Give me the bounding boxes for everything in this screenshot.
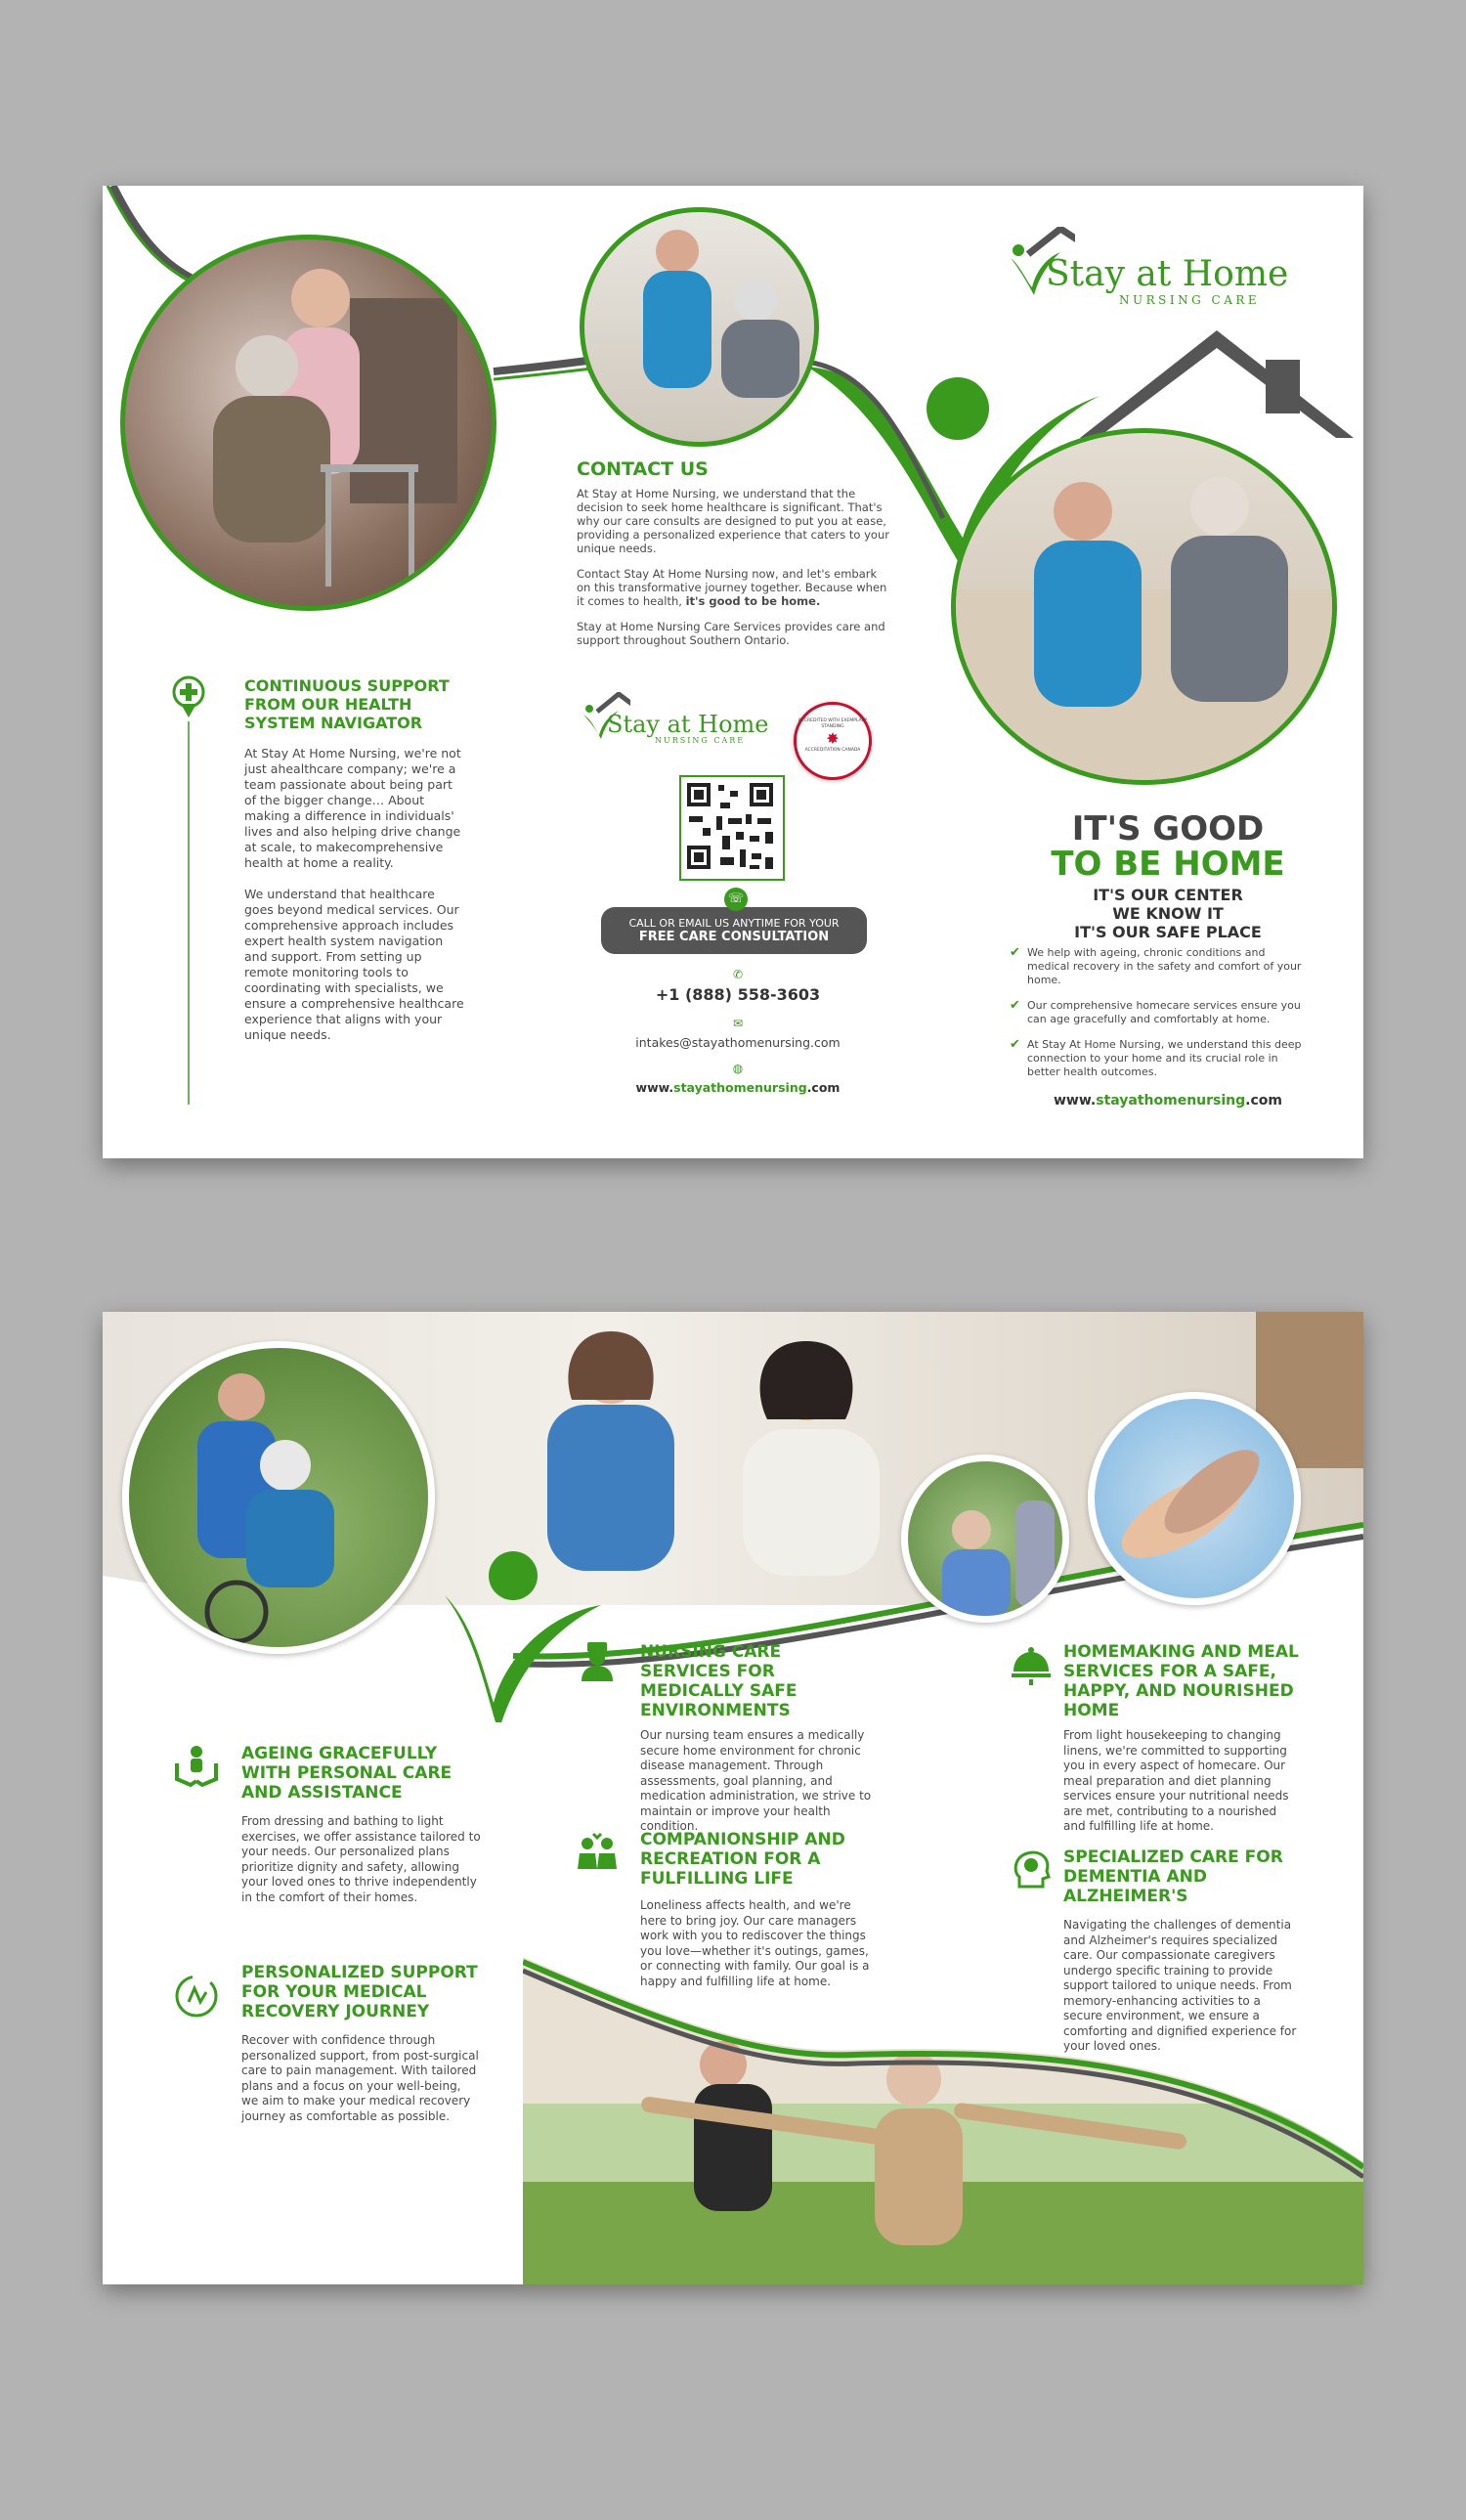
elder-smiling-photo	[901, 1455, 1069, 1623]
service-title: HOMEMAKING AND MEAL SERVICES FOR A SAFE, HAPPY, AND NOURISHED HOME	[1063, 1642, 1299, 1720]
check-icon: ✔	[1010, 1037, 1020, 1052]
check-icon: ✔	[1010, 998, 1020, 1013]
contact-paragraph-3: Stay at Home Nursing Care Services provides care and support throughout Southern Ontario.	[577, 620, 885, 647]
cover-bullet: ✔ At Stay At Home Nursing, we understand this deep connection to your home and its crucial role in better health outcomes.	[1010, 1037, 1302, 1078]
service-nursing-care	[640, 1642, 875, 1835]
accreditation-badge	[794, 702, 872, 780]
maple-leaf-icon: ✸	[826, 729, 840, 748]
nurse-icon	[576, 1640, 619, 1683]
home-care-photo	[951, 428, 1337, 785]
qr-code[interactable]	[679, 775, 785, 881]
website-suffix: .com	[806, 1080, 841, 1095]
cover-title-1: IT'S GOOD	[1071, 809, 1265, 848]
nurse-figure	[584, 212, 814, 442]
logo-tagline: NURSING CARE	[1119, 293, 1261, 307]
cover-bullet: ✔ We help with ageing, chronic conditions and medical recovery in the safety and comfort of your home.	[1010, 945, 1302, 986]
meal-cloche-icon	[1010, 1644, 1053, 1687]
cover-bullet: ✔ Our comprehensive homecare services ensure you can age gracefully and comfortably at home.	[1010, 998, 1301, 1025]
cover-section	[982, 811, 1354, 941]
wheelchair-photo	[122, 1341, 435, 1654]
caregiver-walker-photo	[120, 235, 496, 611]
home-care-figures	[956, 433, 1332, 780]
logo-small	[582, 692, 777, 751]
service-medical-recovery	[241, 1963, 481, 2124]
cover-subtitle-3: IT'S OUR SAFE PLACE	[1074, 923, 1262, 941]
phone-icon: ✆	[732, 968, 744, 981]
service-text: Loneliness affects health, and we're here to bring joy. Our care managers work with you to rediscover the things you love—whether it's outings, games, or connecting with family. Our goal is a happy and fulfilling life at home.	[640, 1898, 870, 1988]
consultation-cta[interactable]	[601, 907, 867, 954]
logo-small-tagline: NURSING CARE	[655, 736, 746, 745]
service-text: Navigating the challenges of dementia and Alzheimer's requires specialized care. Our compassionate caregivers undergo specific training to provide support tailored to unique needs. From memory-enhancing activities to a secure environment, we ensure a comforting and dignified experience for your loved ones.	[1063, 1918, 1297, 2053]
brain-head-icon	[1010, 1847, 1053, 1890]
cta-line-1: CALL OR EMAIL US ANYTIME FOR YOUR	[628, 917, 840, 930]
service-title: SPECIALIZED CARE FOR DEMENTIA AND ALZHEIMER'S	[1063, 1847, 1283, 1906]
service-title: COMPANIONSHIP AND RECREATION FOR A FULFILLING LIFE	[640, 1830, 845, 1889]
brochure-outside-sheet	[103, 186, 1363, 1158]
service-title: AGEING GRACEFULLY WITH PERSONAL CARE AND ASSISTANCE	[241, 1744, 453, 1803]
holding-hands-photo	[1088, 1392, 1301, 1605]
phone-number[interactable]: +1 (888) 558-3603	[655, 985, 821, 1004]
brochure-inside-sheet	[103, 1312, 1363, 2284]
companionship-icon	[576, 1830, 619, 1873]
service-text: Our nursing team ensures a medically secure home environment for chronic disease management. Through assessments, goal planning, and medication administration, we strive to maintain or improve your health condition.	[640, 1728, 872, 1833]
nurse-elder-photo	[580, 207, 819, 447]
contact-paragraph-1: At Stay at Home Nursing, we understand that the decision to seek home healthcare is significant. That's why our care consults are designed to put you at ease, providing a personalized experience that caters to your unique needs.	[577, 487, 889, 555]
logo-name: Stay at Home	[1046, 254, 1289, 294]
cover-subtitle-2: WE KNOW IT	[1112, 904, 1224, 923]
service-companionship	[640, 1830, 875, 1989]
navigator-paragraph-1: At Stay At Home Nursing, we're not just ahealthcare company; we're a team passionate about being part of the bigger change… About making a difference in individuals' lives and also helping drive change at scale, to makecomprehensive health at home a reality.	[244, 746, 461, 870]
service-text: Recover with confidence through personalized support, from post-surgical care to pain management. With tailored plans and a focus on your well-being, we aim to make your medical recovery journey as comfortable as possible.	[241, 2033, 479, 2123]
website-link-cover[interactable]: www.stayathomenursing.com	[1054, 1093, 1282, 1108]
service-dementia	[1063, 1847, 1327, 2055]
navigator-section	[244, 676, 464, 1043]
map-pin-plus-icon	[171, 674, 206, 1105]
contact-paragraph-2	[577, 567, 889, 608]
website-domain: stayathomenursing	[673, 1080, 807, 1095]
logo	[1007, 227, 1290, 315]
cover-title-2: TO BE HOME	[1051, 845, 1285, 884]
service-text: From dressing and bathing to light exercises, we offer assistance tailored to your needs. Our personalized plans prioritize dignity and safety, allowing your loved ones to thrive independently in the comfort of their homes.	[241, 1814, 481, 1904]
service-homemaking	[1063, 1642, 1327, 1835]
contact-section	[577, 459, 889, 647]
contact-paragraph-2-lead: Contact Stay At Home Nursing now, and let's embark on this transformative journey together. Because when it comes to health,	[577, 567, 887, 608]
navigator-heading: CONTINUOUS SUPPORT FROM OUR HEALTH SYSTEM NAVIGATOR	[244, 676, 450, 732]
contact-heading: CONTACT US	[577, 458, 709, 480]
cta-line-2: FREE CARE CONSULTATION	[638, 930, 830, 944]
badge-bottom-text: ACCREDITATION CANADA	[804, 748, 861, 753]
navigator-paragraph-2: We understand that healthcare goes beyond medical services. Our comprehensive approach includes expert health system navigation and support. From setting up remote monitoring tools to coordinating with specialists, we ensure a comprehensive healthcare experience that aligns with your unique needs.	[244, 887, 464, 1042]
globe-icon: ◍	[732, 1062, 744, 1075]
check-icon: ✔	[1010, 945, 1020, 960]
email-icon: ✉	[732, 1017, 744, 1030]
logo-small-name: Stay at Home	[607, 711, 769, 738]
hands-care-icon	[173, 1742, 220, 1789]
service-text: From light housekeeping to changing linens, we're committed to supporting you in every aspect of homecare. Our meal preparation and diet planning services ensure your nutritional needs are met, contributing to a nourished and fulfilling life at home.	[1063, 1728, 1289, 1833]
phone-chat-icon: ☏	[724, 888, 748, 911]
service-title: PERSONALIZED SUPPORT FOR YOUR MEDICAL RECOVERY JOURNEY	[241, 1963, 478, 2021]
email-address[interactable]: intakes@stayathomenursing.com	[635, 1035, 841, 1050]
website-prefix: www.	[635, 1080, 674, 1095]
cover-subtitle-1: IT'S OUR CENTER	[1093, 886, 1243, 904]
caregiver-figure	[125, 239, 492, 606]
contact-paragraph-2-bold: it's good to be home.	[685, 594, 821, 608]
cover-bullets	[1010, 946, 1303, 1091]
website-link-contact[interactable]	[611, 1080, 865, 1095]
service-title: NURSING CARE SERVICES FOR MEDICALLY SAFE ENVIRONMENTS	[640, 1642, 798, 1720]
service-personal-care	[241, 1744, 481, 1905]
badge-top-text: ACCREDITED WITH EXEMPLARY STANDING	[798, 718, 868, 729]
recovery-icon	[173, 1973, 220, 2020]
